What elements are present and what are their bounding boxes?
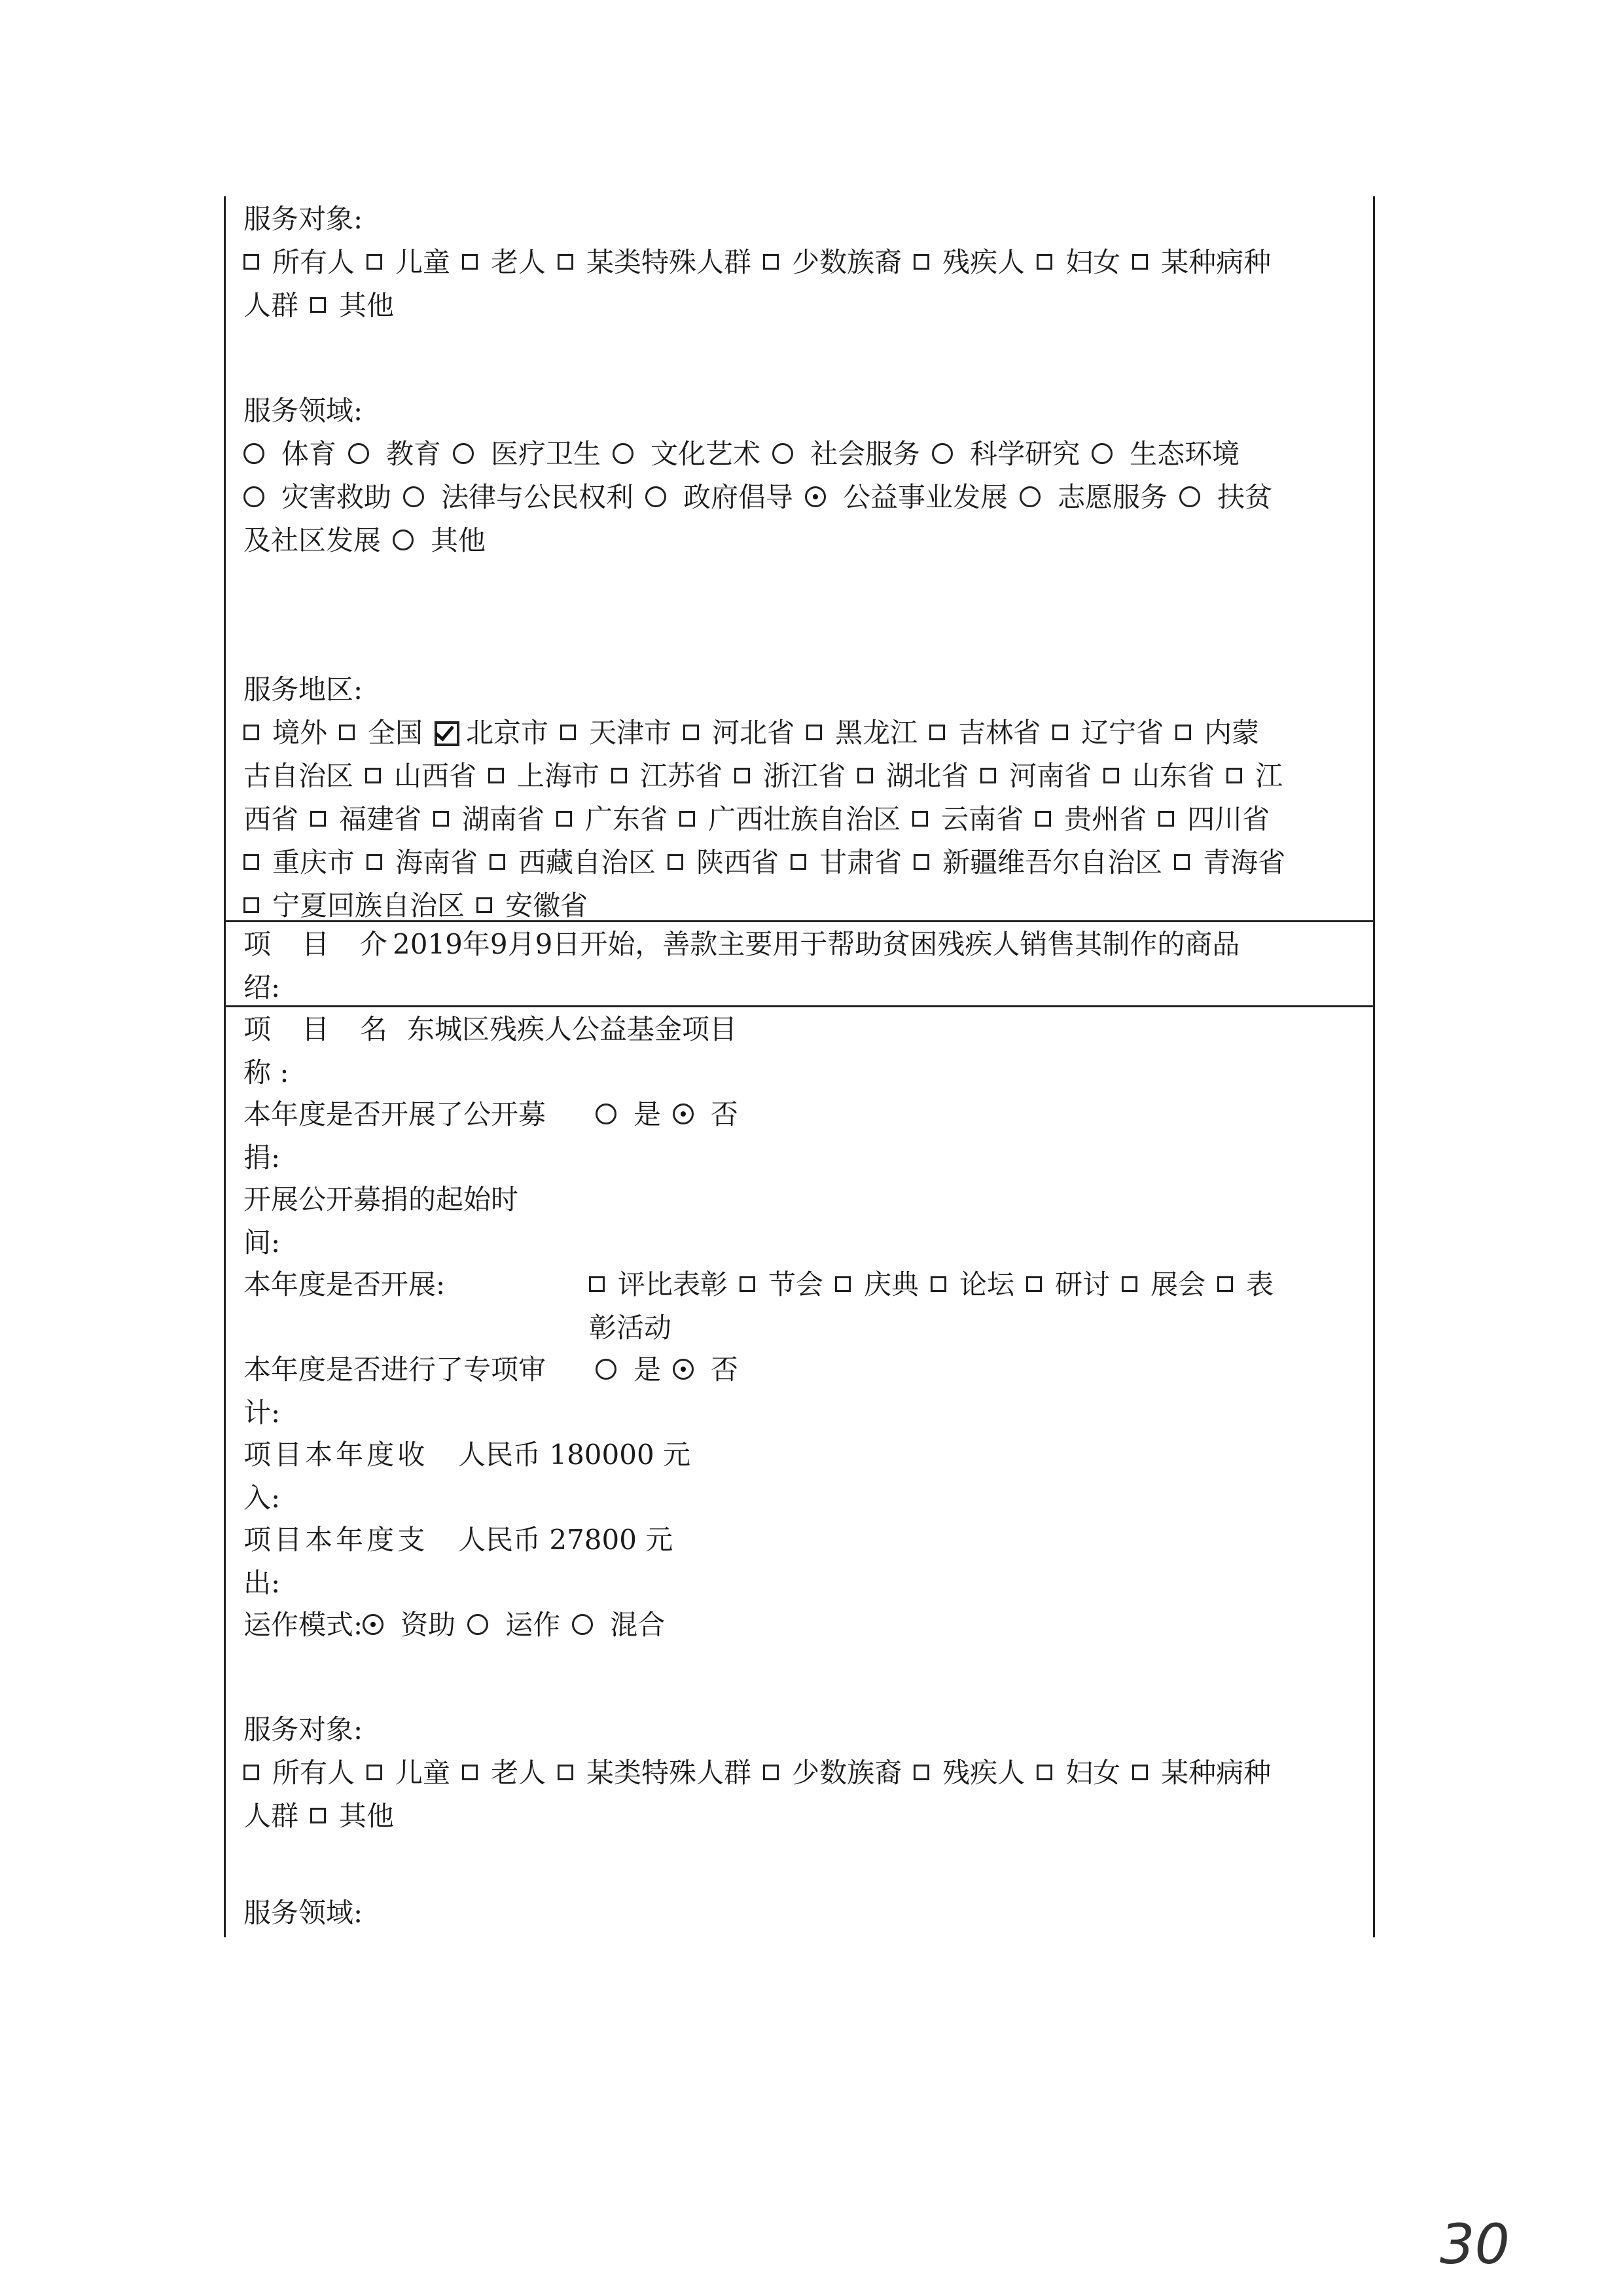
checkbox-option-e5b195e4bc9a[interactable] [1122, 1263, 1205, 1306]
checkbox-icon[interactable] [1035, 811, 1051, 827]
service-objects-2-options-line2 [243, 1795, 1283, 1838]
option-label: 展会 [1150, 1268, 1206, 1300]
service-objects-section-2 [243, 1708, 1283, 1838]
income-label: 项目本年度收 入: [243, 1439, 429, 1514]
radio-option-e585ace79b8ae4ba8be4b89a[interactable] [805, 476, 1008, 519]
radio-circle-icon[interactable] [1092, 443, 1113, 464]
checkbox-icon[interactable] [1175, 725, 1191, 740]
checkbox-icon[interactable] [310, 811, 326, 827]
radio-option-e781bee5aeb3e69591e58aa9[interactable] [243, 476, 391, 519]
radio-option-e4bd93e882b2[interactable] [243, 433, 336, 476]
radio-option-e694bfe5ba9ce580a1e5afbc[interactable] [645, 476, 793, 519]
option-label: 黑龙江 [835, 717, 918, 749]
option-label: 四川省 [1187, 803, 1270, 835]
line-prefix-text: 及社区发展 [243, 524, 382, 556]
checkbox-option-e6b2b3e58d97e79c81[interactable] [980, 755, 1092, 798]
checkbox-icon[interactable] [1052, 725, 1068, 740]
option-label: 运作 [505, 1609, 561, 1641]
option-label: 贵州省 [1064, 803, 1147, 835]
radio-option-e585b6e4bb96[interactable] [393, 519, 486, 562]
checkbox-option-e585b6e4bb96[interactable] [310, 1795, 394, 1838]
option-label: 某种病种 [1161, 1757, 1272, 1789]
option-label: 全国 [368, 717, 423, 749]
checkbox-option-e9878de5ba86e5b882[interactable] [243, 841, 355, 884]
service-objects-options-line1 [243, 241, 1283, 284]
option-label: 医疗卫生 [491, 438, 601, 470]
option-label: 陕西省 [696, 846, 779, 878]
option-label: 上海市 [517, 760, 600, 792]
radio-circle-icon[interactable] [243, 443, 264, 464]
checkbox-option-e5ae81e5a48fe59b9ee6978f[interactable] [243, 884, 465, 927]
checkbox-option-e5ae89e5bebde79c81[interactable] [476, 884, 588, 927]
radio-circle-icon[interactable] [596, 1103, 616, 1124]
checkbox-option-e88081e4baba[interactable] [462, 1751, 546, 1795]
activities-options-line2: 彰活动 [589, 1312, 672, 1344]
option-label: 西藏自治区 [518, 846, 656, 878]
option-label: 老人 [491, 1757, 546, 1789]
option-label: 少数族裔 [792, 246, 902, 278]
option-label: 扶贫 [1217, 481, 1273, 513]
option-label: 研讨 [1055, 1268, 1111, 1300]
radio-circle-icon[interactable] [467, 1614, 488, 1635]
checkbox-icon[interactable] [1037, 1765, 1052, 1780]
checkbox-option-e5a4a9e6b4a5e5b882[interactable] [560, 711, 671, 755]
checkbox-icon[interactable] [476, 897, 492, 913]
option-label: 山东省 [1132, 760, 1215, 792]
checkbox-option-e585a8e59bbd[interactable] [339, 711, 423, 755]
checkbox-option-e5b9bfe8a5bfe5a3aee6978f[interactable] [679, 798, 901, 841]
service-objects-label-2: 服务对象: [243, 1713, 363, 1746]
public-fundraising-options [596, 1093, 750, 1136]
radio-option-e58cbbe79697e58dabe7949f[interactable] [453, 433, 601, 476]
project-intro-value: 2019年9月9日开始，善款主要用于帮助贫困残疾人销售其制作的商品 [393, 928, 1240, 960]
checkbox-icon[interactable] [1217, 1276, 1233, 1292]
option-label: 青海省 [1203, 846, 1286, 878]
service-regions-line5 [243, 884, 1297, 927]
radio-option-e7a4bee4bc9ae69c8de58aa1[interactable] [772, 433, 920, 476]
checkbox-option-e68980e69c89e4baba[interactable] [243, 241, 355, 284]
checkbox-option-e69f90e7b1bbe789b9e6ae8a[interactable] [558, 241, 751, 284]
checkbox-icon[interactable] [740, 1276, 755, 1292]
checkbox-icon[interactable] [835, 1276, 851, 1292]
checkbox-icon[interactable] [857, 768, 873, 783]
checkbox-icon[interactable] [556, 811, 572, 827]
option-label: 某种病种 [1161, 246, 1272, 278]
service-objects-section-1 [243, 198, 1283, 327]
checkbox-option-e5a283e5a496[interactable] [243, 711, 327, 755]
option-label: 某类特殊人群 [586, 1757, 752, 1789]
option-label: 浙江省 [763, 760, 846, 792]
checkbox-icon[interactable] [734, 768, 750, 783]
checkbox-option-e8b4b5e5b79ee79c81[interactable] [1035, 798, 1147, 841]
checkbox-icon[interactable] [914, 854, 929, 870]
radio-circle-icon[interactable] [673, 1359, 694, 1380]
checkbox-option-e5b9bfe4b89ce79c81[interactable] [556, 798, 668, 841]
special-audit-label: 本年度是否进行了专项审 计: [243, 1354, 546, 1429]
option-label: 湖南省 [462, 803, 545, 835]
checkbox-icon[interactable] [980, 768, 996, 783]
checkbox-icon[interactable] [929, 725, 945, 740]
service-regions-line1 [243, 711, 1297, 755]
line-prefix-text: 西省 [243, 803, 299, 835]
option-label: 其他 [431, 524, 486, 556]
option-label: 是 [633, 1354, 662, 1386]
checkbox-icon[interactable] [462, 1765, 478, 1780]
checkbox-icon[interactable] [1122, 1276, 1137, 1292]
line-prefix-text: 人群 [243, 289, 299, 321]
checkbox-icon[interactable] [490, 854, 505, 870]
checkbox-option-e5a687e5a5b3[interactable] [1037, 1751, 1120, 1795]
checkbox-icon[interactable] [558, 1765, 573, 1780]
radio-circle-icon[interactable] [572, 1614, 593, 1635]
checkbox-icon[interactable] [1132, 1765, 1148, 1780]
service-regions-line2 [243, 755, 1297, 798]
checkbox-icon[interactable] [243, 1765, 259, 1780]
checkbox-icon[interactable] [611, 768, 627, 783]
project-name-label: 项 目 名 称 : [243, 1013, 399, 1088]
checkbox-icon[interactable] [763, 1765, 779, 1780]
checkbox-option-e79498e88283e79c81[interactable] [791, 841, 902, 884]
option-label: 吉林省 [958, 717, 1041, 749]
option-label: 天津市 [589, 717, 672, 749]
radio-circle-icon[interactable] [645, 486, 666, 507]
checkbox-icon[interactable] [560, 725, 576, 740]
checkbox-option-e59b9be5b79de79c81[interactable] [1158, 798, 1270, 841]
option-label: 儿童 [395, 1757, 451, 1789]
option-label: 河南省 [1009, 760, 1092, 792]
checkbox-option-e68980e69c89e4baba[interactable] [243, 1751, 355, 1795]
operation-mode-options [363, 1609, 677, 1641]
checkbox-option-e6b996e58d97e79c81[interactable] [433, 798, 544, 841]
checkbox-option-e99995e8a5bfe79c81[interactable] [668, 841, 779, 884]
project-intro-label: 项 目 介 绍: [243, 928, 399, 1003]
checkbox-icon[interactable] [310, 297, 326, 313]
option-label: 福建省 [339, 803, 422, 835]
checkbox-icon[interactable] [366, 1765, 382, 1780]
option-label: 宁夏回族自治区 [272, 889, 465, 922]
checkbox-option-e8aebae59d9b[interactable] [931, 1263, 1014, 1306]
option-label: 其他 [339, 289, 395, 321]
radio-option-e6b395e5be8be4b88ee585ac[interactable] [403, 476, 633, 519]
radio-circle-icon[interactable] [596, 1359, 616, 1380]
option-label: 体育 [281, 438, 337, 470]
option-label: 河北省 [712, 717, 795, 749]
option-label: 广东省 [585, 803, 668, 835]
service-fields-options-line2 [243, 476, 1284, 519]
option-label: 资助 [401, 1609, 456, 1641]
checkbox-icon[interactable] [1103, 768, 1119, 783]
option-label: 湖北省 [886, 760, 969, 792]
public-fundraising-label: 本年度是否开展了公开募 捐: [243, 1098, 546, 1174]
option-label: 境外 [272, 717, 328, 749]
radio-option-e5bf97e684bfe69c8de58aa1[interactable] [1020, 476, 1168, 519]
option-label: 科学研究 [970, 438, 1080, 470]
checkbox-option-e4b88ae6b5b7e5b882[interactable] [488, 755, 599, 798]
checkbox-icon[interactable] [310, 1808, 326, 1823]
radio-option-e8bf90e4bd9c[interactable] [467, 1604, 560, 1647]
table-right-border [1373, 196, 1375, 1937]
service-objects-label: 服务对象: [243, 203, 363, 235]
radio-option-e590a6[interactable] [673, 1348, 738, 1391]
checkbox-option-e5ba86e585b8[interactable] [835, 1263, 919, 1306]
checkbox-option-e5b1b1e8a5bfe79c81[interactable] [365, 755, 476, 798]
checkbox-option-e4ba91e58d97e79c81[interactable] [912, 798, 1024, 841]
checkbox-option-e584bfe7aba5[interactable] [366, 1751, 450, 1795]
radio-circle-icon[interactable] [243, 486, 264, 507]
checkbox-icon[interactable] [1037, 254, 1052, 270]
option-label: 新疆维吾尔自治区 [942, 846, 1163, 878]
checkbox-icon[interactable] [366, 854, 382, 870]
expense-label: 项目本年度支 出: [243, 1524, 429, 1599]
checkbox-option-e8a1a8[interactable] [1217, 1263, 1274, 1306]
checkbox-icon[interactable] [1174, 854, 1190, 870]
radio-circle-icon[interactable] [1179, 486, 1200, 507]
service-regions-label: 服务地区: [243, 673, 363, 706]
radio-option-e689b6e8b4ab[interactable] [1179, 476, 1272, 519]
checked-box-icon[interactable] [435, 721, 459, 746]
option-label: 海南省 [395, 846, 478, 878]
radio-circle-icon[interactable] [348, 443, 369, 464]
checkbox-icon[interactable] [1226, 768, 1242, 783]
checkbox-icon[interactable] [339, 725, 355, 740]
checkbox-option-e99d92e6b5b7e79c81[interactable] [1174, 841, 1285, 884]
checkbox-option-e584bfe7aba5[interactable] [366, 241, 450, 284]
radio-circle-icon[interactable] [805, 486, 826, 507]
checkbox-icon[interactable] [806, 725, 822, 740]
income-value: 人民币 180000 元 [458, 1439, 691, 1471]
checkbox-option-e585b6e4bb96[interactable] [310, 284, 394, 327]
service-objects-options-line2 [243, 284, 1283, 327]
option-label: 重庆市 [272, 846, 355, 878]
radio-option-e6b7b7e59088[interactable] [572, 1604, 665, 1647]
radio-circle-icon[interactable] [453, 443, 474, 464]
option-label: 云南省 [941, 803, 1024, 835]
checkbox-option-e6ae8be796bee4baba[interactable] [914, 1751, 1025, 1795]
option-label: 江苏省 [640, 760, 723, 792]
service-fields-options-line1 [243, 433, 1284, 476]
expense-value: 人民币 27800 元 [458, 1524, 673, 1556]
checkbox-icon[interactable] [488, 768, 504, 783]
checkbox-icon[interactable] [1026, 1276, 1042, 1292]
service-regions-line3 [243, 798, 1297, 841]
option-label: 儿童 [395, 246, 451, 278]
option-label: 否 [711, 1098, 739, 1130]
checkbox-option-e6b5b7e58d97e79c81[interactable] [366, 841, 478, 884]
checkbox-icon[interactable] [243, 254, 259, 270]
checkbox-option-e88081e4baba[interactable] [462, 241, 546, 284]
radio-circle-icon[interactable] [1020, 486, 1041, 507]
radio-option-e69599e882b2[interactable] [348, 433, 441, 476]
checkbox-option-e88a82e4bc9a[interactable] [740, 1263, 823, 1306]
checkbox-icon[interactable] [791, 854, 806, 870]
checkbox-option-e69f90e7a78de79785e7a78d[interactable] [1132, 1751, 1271, 1795]
checkbox-icon[interactable] [912, 811, 928, 827]
option-label: 公益事业发展 [843, 481, 1008, 513]
checkbox-icon[interactable] [763, 254, 779, 270]
service-objects-2-options-line1 [243, 1751, 1283, 1795]
activities-options [589, 1263, 1285, 1350]
option-label: 混合 [610, 1609, 666, 1641]
radio-option-e7a791e5ada6e7a094e7a9b6[interactable] [932, 433, 1080, 476]
option-label: 政府倡导 [683, 481, 794, 513]
fundraising-start-time-label: 开展公开募捐的起始时 间: [243, 1183, 519, 1259]
radio-option-e698af[interactable] [596, 1348, 661, 1391]
radio-circle-icon[interactable] [673, 1103, 694, 1124]
checkbox-icon[interactable] [1158, 811, 1174, 827]
checkbox-option-e6b599e6b19fe79c81[interactable] [734, 755, 846, 798]
checkbox-option-e69f90e7a78de79785e7a78d[interactable] [1132, 241, 1271, 284]
activities-options-line1 [589, 1263, 1285, 1306]
option-label: 表 [1246, 1268, 1274, 1300]
service-fields-section-1 [243, 389, 1284, 562]
service-regions-section [243, 668, 1297, 927]
checkbox-icon[interactable] [365, 768, 381, 783]
checkbox-icon[interactable] [433, 811, 449, 827]
option-label: 老人 [491, 246, 546, 278]
option-label: 所有人 [272, 246, 355, 278]
option-label: 北京市 [466, 717, 549, 749]
option-label: 山西省 [394, 760, 477, 792]
radio-circle-icon[interactable] [613, 443, 633, 464]
checkbox-option-e69f90e7b1bbe789b9e6ae8a[interactable] [558, 1751, 751, 1795]
radio-circle-icon[interactable] [393, 529, 414, 550]
option-label: 安徽省 [505, 889, 588, 922]
service-fields-label-2: 服务领域: [243, 1897, 363, 1929]
checkbox-option-e59089e69e97e79c81[interactable] [929, 711, 1041, 755]
checkbox-option-e8bebde5ae81e79c81[interactable] [1052, 711, 1164, 755]
option-label: 志愿服务 [1058, 481, 1168, 513]
option-label: 其他 [339, 1800, 395, 1832]
operation-mode-label: 运作模式: [243, 1609, 363, 1641]
option-label: 社会服务 [810, 438, 921, 470]
option-label: 文化艺术 [651, 438, 761, 470]
radio-option-e69687e58c96e889bae69caf[interactable] [613, 433, 760, 476]
option-label: 是 [633, 1098, 662, 1130]
option-label: 生态环境 [1130, 438, 1240, 470]
checkbox-icon[interactable] [1132, 254, 1148, 270]
option-label: 少数族裔 [792, 1757, 902, 1789]
option-label: 法律与公民权利 [441, 481, 634, 513]
option-label: 某类特殊人群 [586, 246, 752, 278]
checkbox-option-e9bb91e9be99e6b19f[interactable] [806, 711, 918, 755]
checkbox-icon[interactable] [243, 725, 259, 740]
checkbox-option-e8af84e6af94e8a1a8e5bdb0[interactable] [589, 1263, 728, 1306]
option-label: 妇女 [1065, 1757, 1121, 1789]
operation-mode-row [243, 1604, 677, 1647]
option-label: 评比表彰 [618, 1268, 728, 1300]
checkbox-icon[interactable] [462, 254, 478, 270]
line-prefix-text: 古自治区 [243, 760, 354, 792]
checkbox-option-e5a687e5a5b3[interactable] [1037, 241, 1120, 284]
checkbox-option-e6b996e58c97e79c81[interactable] [857, 755, 969, 798]
special-audit-options [596, 1348, 750, 1391]
radio-circle-icon[interactable] [403, 486, 424, 507]
checkbox-option-e7a68fe5bbbae79c81[interactable] [310, 798, 421, 841]
option-label: 甘肃省 [819, 846, 902, 878]
option-label: 江 [1255, 760, 1283, 792]
option-label: 辽宁省 [1081, 717, 1164, 749]
checkbox-option-e5b091e695b0e6978fe8a394[interactable] [763, 241, 902, 284]
option-label: 内蒙 [1204, 717, 1260, 749]
checkbox-option-e5b1b1e4b89ce79c81[interactable] [1103, 755, 1215, 798]
checkbox-option-e58685e89299[interactable] [1175, 711, 1259, 755]
checkbox-option-e58c97e4baace5b882[interactable] [435, 711, 548, 755]
option-label: 否 [711, 1354, 739, 1386]
checkbox-option-e696b0e79686e7bbb4e590be[interactable] [914, 841, 1162, 884]
service-fields-options-line3 [243, 519, 1284, 562]
checkbox-icon[interactable] [243, 897, 259, 913]
radio-circle-icon[interactable] [932, 443, 953, 464]
radio-circle-icon[interactable] [363, 1614, 383, 1635]
page-number: 30 [1440, 2212, 1510, 2276]
checkbox-icon[interactable] [366, 254, 382, 270]
service-fields-label: 服务领域: [243, 395, 363, 427]
checkbox-icon[interactable] [243, 854, 259, 870]
checkbox-option-e6b19f[interactable] [1226, 755, 1283, 798]
activities-label: 本年度是否开展: [243, 1268, 446, 1300]
line-prefix-text: 人群 [243, 1800, 299, 1832]
option-label: 节会 [768, 1268, 824, 1300]
checkbox-option-e5b091e695b0e6978fe8a394[interactable] [763, 1751, 902, 1795]
option-label: 妇女 [1065, 246, 1121, 278]
option-label: 灾害救助 [281, 481, 392, 513]
checkbox-icon[interactable] [914, 254, 929, 270]
project-name-value: 东城区残疾人公益基金项目 [407, 1013, 738, 1045]
radio-option-e7949fe68081e78eafe5a283[interactable] [1092, 433, 1240, 476]
option-label: 庆典 [864, 1268, 919, 1300]
option-label: 所有人 [272, 1757, 355, 1789]
service-regions-line4 [243, 841, 1297, 884]
radio-option-e590a6[interactable] [673, 1093, 738, 1136]
option-label: 残疾人 [942, 246, 1026, 278]
checkbox-option-e6b2b3e58c97e79c81[interactable] [683, 711, 794, 755]
option-label: 残疾人 [942, 1757, 1026, 1789]
checkbox-option-e8a5bfe8978fe887aae6b2bb[interactable] [490, 841, 656, 884]
checkbox-icon[interactable] [683, 725, 699, 740]
checkbox-icon[interactable] [668, 854, 683, 870]
checkbox-option-e6ae8be796bee4baba[interactable] [914, 241, 1025, 284]
option-label: 广西壮族自治区 [708, 803, 901, 835]
option-label: 教育 [386, 438, 442, 470]
option-label: 论坛 [959, 1268, 1015, 1300]
checkbox-icon[interactable] [931, 1276, 946, 1292]
radio-circle-icon[interactable] [772, 443, 793, 464]
checkbox-icon[interactable] [589, 1276, 605, 1292]
checkbox-icon[interactable] [679, 811, 695, 827]
checkbox-option-e6b19fe88b8fe79c81[interactable] [611, 755, 722, 798]
radio-option-e698af[interactable] [596, 1093, 661, 1136]
checkbox-option-e7a094e8aea8[interactable] [1026, 1263, 1110, 1306]
radio-option-e8b584e58aa9[interactable] [363, 1604, 455, 1647]
checkbox-icon[interactable] [914, 1765, 929, 1780]
checkbox-icon[interactable] [558, 254, 573, 270]
table-left-border [224, 196, 226, 1937]
